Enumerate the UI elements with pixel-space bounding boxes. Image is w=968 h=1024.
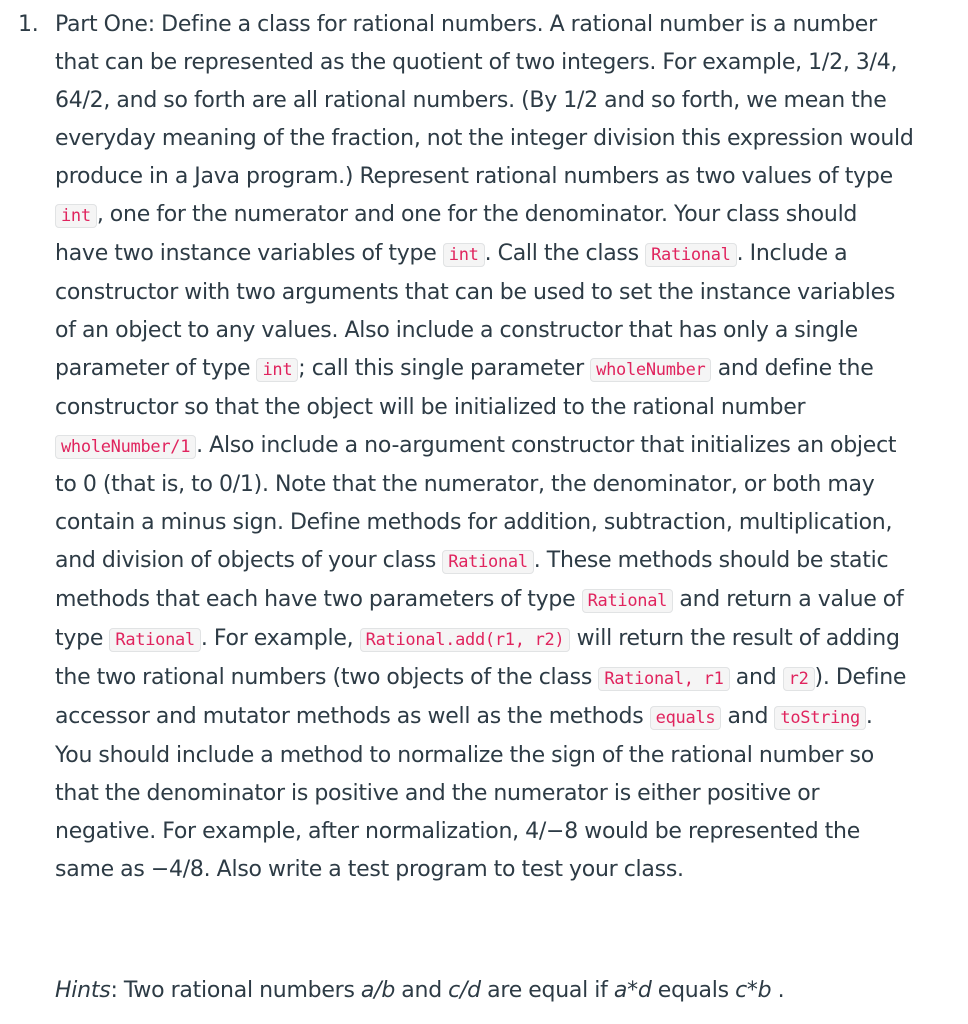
paragraph-text: . You should include a method to normalize the sign of the rational number so that the denominator is positive and the numerator is either positive or negative. For example, after normalization, 4/−8 would be represented the same as −4/8. Also write a test program to test your class. (55, 704, 874, 882)
paragraph-text: ; call this single parameter (298, 356, 591, 381)
inline-code: equals (650, 706, 722, 730)
question-paragraph (55, 6, 915, 889)
hint-var-ad: a*d (613, 978, 652, 1003)
inline-code: Rational (645, 243, 736, 267)
inline-code: Rational (582, 589, 673, 613)
inline-code: int (55, 204, 97, 228)
inline-code: toString (774, 706, 865, 730)
paragraph-text: Part One: Define a class for rational numbers. A rational number is a number that can be represented as the quotient of two integers. For example, 1/2, 3/4, 64/2, and so forth are all rational numbers. (By 1/2 and so forth, we mean the everyday meaning of the fraction, not the integer division this expression would produce in a Java program.) Represent rational numbers as two values of type (55, 12, 914, 189)
hint-text-5: . (771, 978, 785, 1003)
hint-text-1: : Two rational numbers (110, 978, 361, 1003)
hint-label: Hints (55, 978, 111, 1003)
inline-code: Rational.add(r1, r2) (360, 628, 571, 652)
paragraph-text: . Also include a no-argument constructor that initializes an object to 0 (that is, to 0/1). Note that the numerator, the denominator, or both may contain a minus sign. Define methods for addition, subtraction, multiplication, and division of objects of your class (55, 433, 897, 573)
inline-code: r2 (783, 667, 815, 691)
inline-code: wholeNumber/1 (55, 435, 196, 459)
hint-paragraph (55, 972, 915, 1010)
paragraph-text: . These methods should be static methods that each have two parameters of type (55, 548, 889, 612)
list-number: 1. (18, 12, 39, 37)
inline-code: wholeNumber (590, 358, 711, 382)
paragraph-text: . Call the class (484, 241, 646, 266)
hint-var-cb: c*b (735, 978, 772, 1003)
paragraph-text: . Include a constructor with two arguments that can be used to set the instance variables of an object to any values. Also include a constructor that has only a single parameter of type (55, 241, 896, 381)
paragraph-text: , one for the numerator and one for the denominator. Your class should have two instance variables of type (55, 202, 858, 266)
paragraph-text: and return a value of type (55, 587, 904, 651)
inline-code: Rational, r1 (598, 667, 729, 691)
paragraph-text: and (729, 665, 783, 690)
inline-code: Rational (442, 550, 533, 574)
hint-var-a-b: a/b (360, 978, 396, 1003)
paragraph-text: . For example, (200, 626, 360, 651)
hint-var-c-d: c/d (448, 978, 481, 1003)
paragraph-text: and define the constructor so that the object will be initialized to the rational number (55, 356, 874, 420)
hint-text-2: and (395, 978, 449, 1003)
inline-code: Rational (109, 628, 200, 652)
paragraph-text: ). Define accessor and mutator methods as well as the methods (55, 665, 907, 729)
paragraph-text: and (721, 704, 775, 729)
hint-text-3: are equal if (480, 978, 614, 1003)
inline-code: int (443, 243, 485, 267)
inline-code: int (256, 358, 298, 382)
hint-text-4: equals (651, 978, 736, 1003)
paragraph-text: will return the result of adding the two rational numbers (two objects of the class (55, 626, 900, 690)
